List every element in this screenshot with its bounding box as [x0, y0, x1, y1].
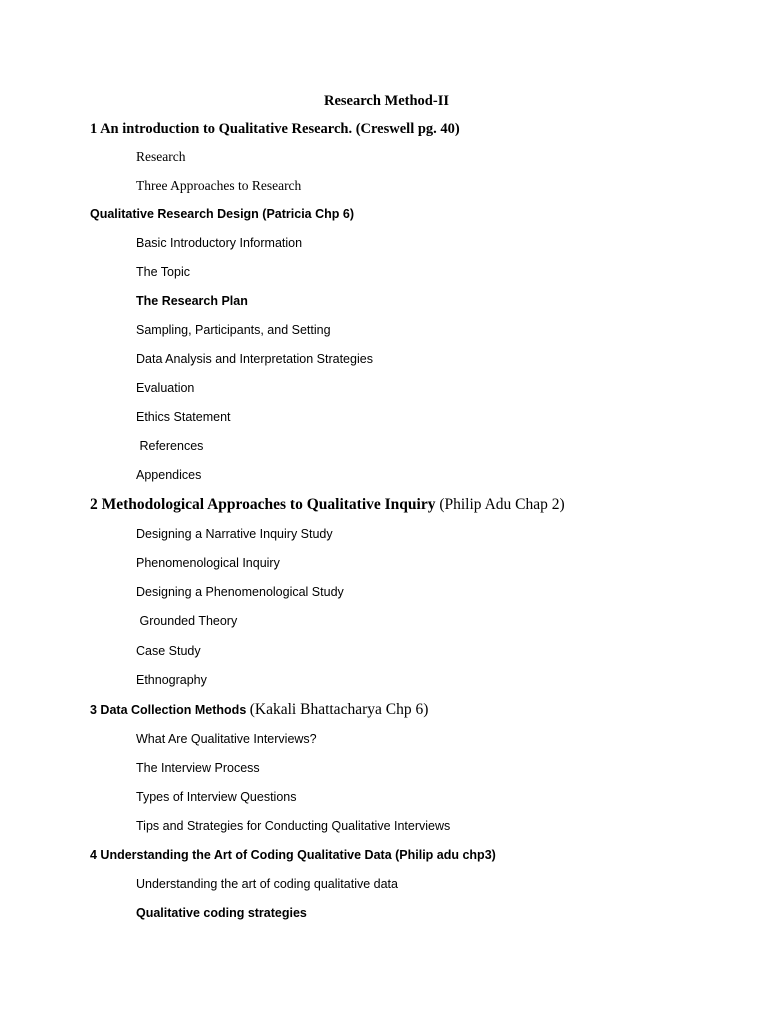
section-design-item: Data Analysis and Interpretation Strategies: [136, 352, 373, 366]
section-design-item: References: [136, 439, 204, 453]
section-2-item: Ethnography: [136, 673, 207, 687]
section-1-item: Three Approaches to Research: [136, 178, 302, 193]
section-design-heading: Qualitative Research Design (Patricia Chp 6): [90, 207, 354, 221]
section-1-heading: 1 An introduction to Qualitative Research. (Creswell pg. 40): [90, 121, 460, 137]
section-design-item: Basic Introductory Information: [136, 236, 303, 250]
section-4-item: Qualitative coding strategies: [136, 906, 307, 920]
document-title: Research Method-II: [324, 93, 449, 109]
section-2-heading: [90, 497, 565, 513]
section-3-item: What Are Qualitative Interviews?: [136, 732, 317, 746]
section-3-item: The Interview Process: [136, 761, 260, 775]
section-design-item: Sampling, Participants, and Setting: [136, 323, 331, 337]
section-3-heading-title: 3 Data Collection Methods: [90, 703, 250, 717]
section-4-heading: 4 Understanding the Art of Coding Qualitative Data (Philip adu chp3): [90, 848, 496, 862]
section-design-item: The Topic: [136, 265, 190, 279]
section-2-item: Case Study: [136, 644, 201, 658]
section-2-item: Designing a Phenomenological Study: [136, 585, 344, 599]
section-2-item: Designing a Narrative Inquiry Study: [136, 527, 333, 541]
section-4-item: Understanding the art of coding qualitative data: [136, 877, 398, 891]
section-design-item: Evaluation: [136, 381, 195, 395]
section-design-item: Appendices: [136, 468, 202, 482]
section-2-heading-title: 2 Methodological Approaches to Qualitative Inquiry: [90, 496, 440, 513]
section-3-item: Tips and Strategies for Conducting Qualitative Interviews: [136, 819, 451, 833]
section-3-item: Types of Interview Questions: [136, 790, 297, 804]
section-2-item: Grounded Theory: [136, 614, 238, 628]
section-design-item: The Research Plan: [136, 294, 248, 308]
section-3-heading-source: (Kakali Bhattacharya Chp 6): [249, 701, 429, 718]
section-3-heading: [90, 702, 428, 718]
section-2-item: Phenomenological Inquiry: [136, 556, 280, 570]
section-design-item: Ethics Statement: [136, 410, 231, 424]
section-1-item: Research: [136, 149, 186, 164]
section-2-heading-source: (Philip Adu Chap 2): [439, 496, 565, 513]
